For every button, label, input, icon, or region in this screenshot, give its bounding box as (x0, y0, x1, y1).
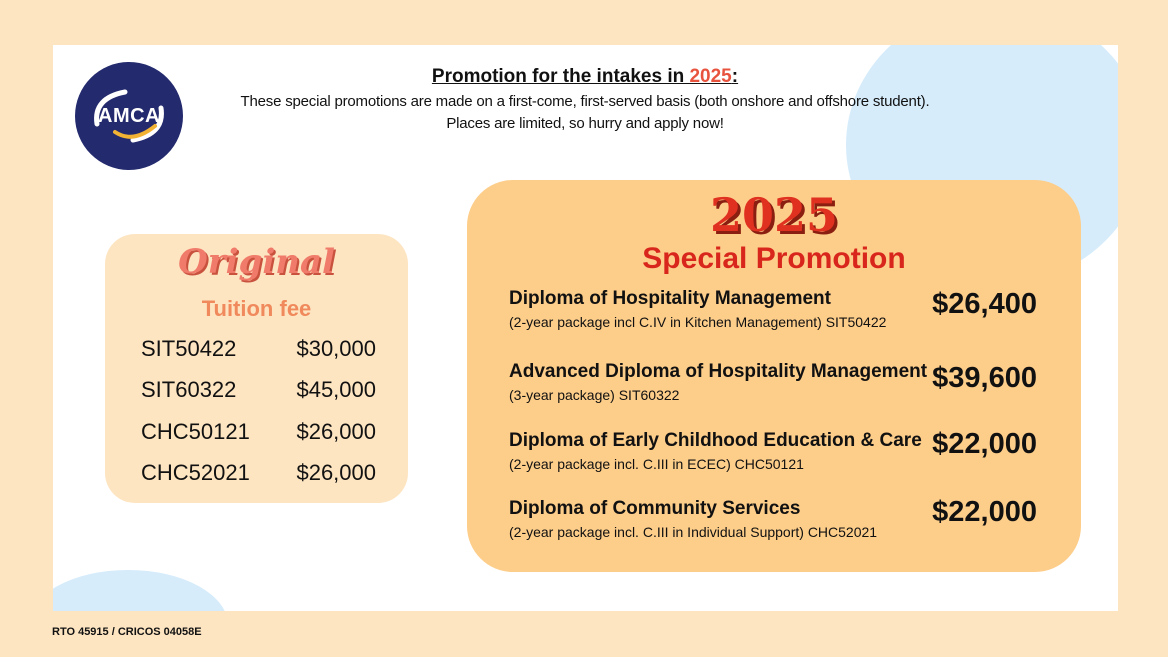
original-row-fee: $26,000 (296, 460, 376, 485)
program-detail: (2-year package incl. C.III in ECEC) CHC50121 (509, 456, 804, 472)
program-name: Diploma of Community Services (509, 498, 801, 519)
promotion-subtitle: Special Promotion (642, 242, 906, 275)
program-price: $22,000 (932, 496, 1037, 528)
original-row-code: CHC50121 (141, 419, 250, 444)
program-item (509, 361, 929, 403)
program-detail: (2-year package incl. C.III in Individual Support) CHC52021 (509, 524, 878, 540)
original-row (141, 419, 376, 445)
original-row (141, 460, 376, 486)
footer-registration: RTO 45915 / CRICOS 04058E (52, 626, 202, 638)
original-row (141, 336, 376, 362)
heading-title-prefix: Promotion for the intakes in (431, 66, 690, 87)
special-promotion-card (467, 180, 1081, 572)
program-name: Diploma of Early Childhood Education & Care (509, 430, 922, 451)
heading-title (230, 66, 940, 88)
program-item (509, 288, 929, 330)
original-row (141, 377, 376, 403)
program-name: Advanced Diploma of Hospitality Management (509, 361, 928, 382)
original-row-code: SIT60322 (141, 377, 237, 402)
amca-logo (75, 62, 183, 170)
program-detail: (3-year package) SIT60322 (509, 387, 680, 403)
heading-title-year: 2025 (689, 66, 732, 87)
original-title: Original (178, 242, 335, 282)
program-item (509, 430, 929, 472)
original-row-code: CHC52021 (141, 460, 250, 485)
program-price: $22,000 (932, 428, 1037, 460)
program-name: Diploma of Hospitality Management (509, 288, 831, 309)
heading-line-1: These special promotions are made on a first-come, first-served basis (both onshore and offshore student). (240, 93, 930, 110)
heading-title-suffix: : (731, 66, 739, 87)
original-row-fee: $26,000 (296, 419, 376, 444)
original-subtitle: Tuition fee (201, 296, 312, 321)
promotion-heading (230, 66, 940, 132)
promotion-year: 2025 (709, 188, 839, 242)
program-item (509, 498, 929, 540)
original-row-fee: $30,000 (296, 336, 376, 361)
logo-text: AMCA (98, 104, 160, 127)
original-row-code: SIT50422 (141, 336, 237, 361)
program-price: $39,600 (932, 362, 1037, 394)
heading-line-2: Places are limited, so hurry and apply now! (446, 115, 724, 132)
original-fee-card (105, 234, 408, 503)
decorative-blob-bottom-left (53, 570, 228, 611)
original-row-fee: $45,000 (296, 377, 376, 402)
program-price: $26,400 (932, 288, 1037, 320)
program-detail: (2-year package incl C.IV in Kitchen Management) SIT50422 (509, 314, 887, 330)
